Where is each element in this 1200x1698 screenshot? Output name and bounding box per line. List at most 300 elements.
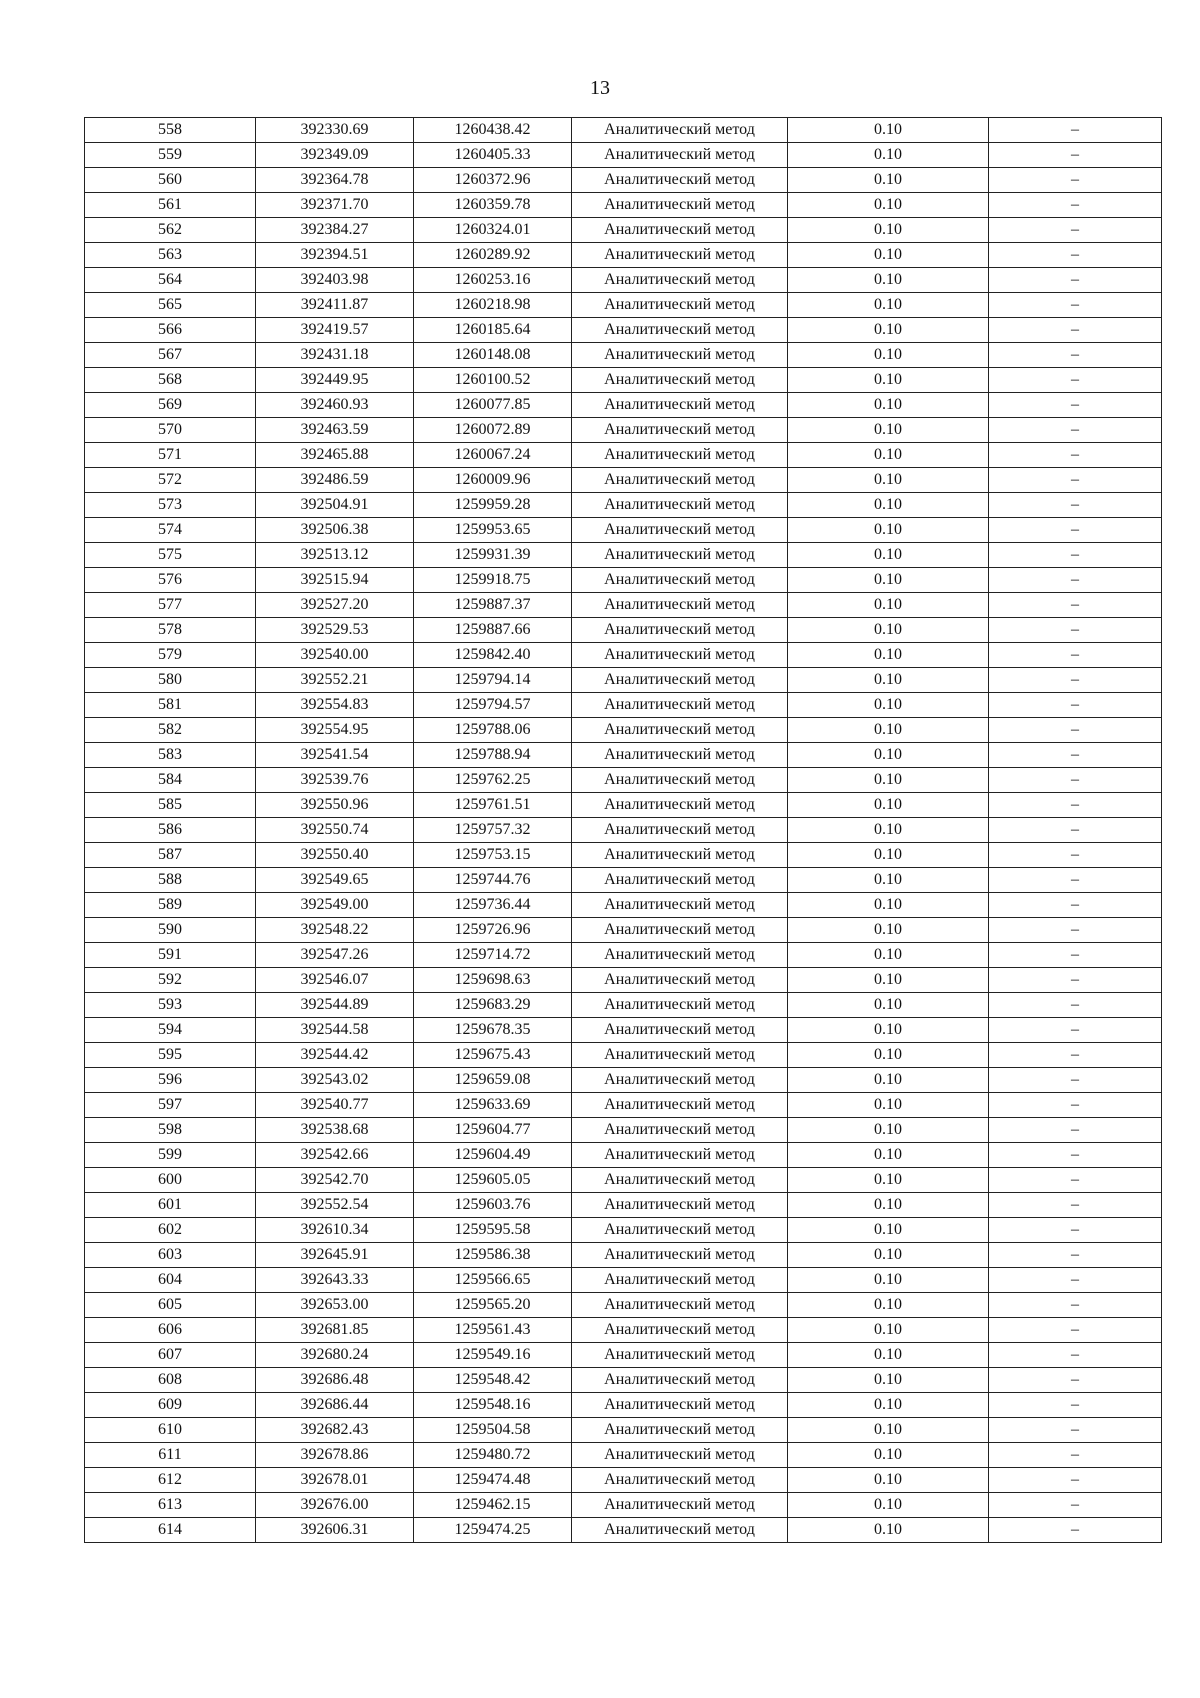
- y-coordinate-cell: 1259678.35: [414, 1018, 572, 1043]
- x-coordinate-cell: 392544.42: [256, 1043, 414, 1068]
- accuracy-cell: 0.10: [788, 118, 989, 143]
- accuracy-cell: 0.10: [788, 193, 989, 218]
- table-row: [85, 468, 1162, 493]
- y-coordinate-cell: 1260067.24: [414, 443, 572, 468]
- point-number-cell: 591: [85, 943, 256, 968]
- point-number-cell: 590: [85, 918, 256, 943]
- y-coordinate-cell: 1259595.58: [414, 1218, 572, 1243]
- note-cell: –: [989, 568, 1162, 593]
- method-cell: Аналитический метод: [572, 593, 788, 618]
- coordinates-table: [84, 117, 1162, 1543]
- method-cell: Аналитический метод: [572, 518, 788, 543]
- table-row: [85, 1243, 1162, 1268]
- accuracy-cell: 0.10: [788, 518, 989, 543]
- method-cell: Аналитический метод: [572, 1018, 788, 1043]
- note-cell: –: [989, 693, 1162, 718]
- point-number-cell: 571: [85, 443, 256, 468]
- y-coordinate-cell: 1260253.16: [414, 268, 572, 293]
- point-number-cell: 586: [85, 818, 256, 843]
- point-number-cell: 613: [85, 1493, 256, 1518]
- accuracy-cell: 0.10: [788, 443, 989, 468]
- table-row: [85, 193, 1162, 218]
- note-cell: –: [989, 1268, 1162, 1293]
- x-coordinate-cell: 392645.91: [256, 1243, 414, 1268]
- y-coordinate-cell: 1259744.76: [414, 868, 572, 893]
- point-number-cell: 581: [85, 693, 256, 718]
- y-coordinate-cell: 1259726.96: [414, 918, 572, 943]
- y-coordinate-cell: 1260359.78: [414, 193, 572, 218]
- y-coordinate-cell: 1259566.65: [414, 1268, 572, 1293]
- accuracy-cell: 0.10: [788, 618, 989, 643]
- table-row: [85, 518, 1162, 543]
- accuracy-cell: 0.10: [788, 1418, 989, 1443]
- method-cell: Аналитический метод: [572, 543, 788, 568]
- y-coordinate-cell: 1259788.94: [414, 743, 572, 768]
- point-number-cell: 601: [85, 1193, 256, 1218]
- y-coordinate-cell: 1260324.01: [414, 218, 572, 243]
- x-coordinate-cell: 392552.21: [256, 668, 414, 693]
- method-cell: Аналитический метод: [572, 718, 788, 743]
- x-coordinate-cell: 392549.65: [256, 868, 414, 893]
- note-cell: –: [989, 468, 1162, 493]
- x-coordinate-cell: 392539.76: [256, 768, 414, 793]
- x-coordinate-cell: 392554.95: [256, 718, 414, 743]
- y-coordinate-cell: 1259565.20: [414, 1293, 572, 1318]
- table-row: [85, 943, 1162, 968]
- table-row: [85, 818, 1162, 843]
- point-number-cell: 594: [85, 1018, 256, 1043]
- method-cell: Аналитический метод: [572, 493, 788, 518]
- y-coordinate-cell: 1259561.43: [414, 1318, 572, 1343]
- point-number-cell: 565: [85, 293, 256, 318]
- note-cell: –: [989, 1218, 1162, 1243]
- y-coordinate-cell: 1259757.32: [414, 818, 572, 843]
- note-cell: –: [989, 193, 1162, 218]
- table-row: [85, 1218, 1162, 1243]
- method-cell: Аналитический метод: [572, 418, 788, 443]
- table-row: [85, 718, 1162, 743]
- table-row: [85, 1343, 1162, 1368]
- accuracy-cell: 0.10: [788, 668, 989, 693]
- point-number-cell: 579: [85, 643, 256, 668]
- accuracy-cell: 0.10: [788, 793, 989, 818]
- x-coordinate-cell: 392330.69: [256, 118, 414, 143]
- point-number-cell: 578: [85, 618, 256, 643]
- method-cell: Аналитический метод: [572, 668, 788, 693]
- table-row: [85, 793, 1162, 818]
- y-coordinate-cell: 1260072.89: [414, 418, 572, 443]
- accuracy-cell: 0.10: [788, 168, 989, 193]
- table-row: [85, 118, 1162, 143]
- y-coordinate-cell: 1259788.06: [414, 718, 572, 743]
- method-cell: Аналитический метод: [572, 618, 788, 643]
- y-coordinate-cell: 1259603.76: [414, 1193, 572, 1218]
- accuracy-cell: 0.10: [788, 918, 989, 943]
- table-row: [85, 668, 1162, 693]
- x-coordinate-cell: 392349.09: [256, 143, 414, 168]
- y-coordinate-cell: 1259794.57: [414, 693, 572, 718]
- method-cell: Аналитический метод: [572, 868, 788, 893]
- note-cell: –: [989, 718, 1162, 743]
- table-row: [85, 393, 1162, 418]
- point-number-cell: 564: [85, 268, 256, 293]
- table-row: [85, 543, 1162, 568]
- x-coordinate-cell: 392364.78: [256, 168, 414, 193]
- note-cell: –: [989, 518, 1162, 543]
- x-coordinate-cell: 392678.01: [256, 1468, 414, 1493]
- note-cell: –: [989, 1343, 1162, 1368]
- y-coordinate-cell: 1260100.52: [414, 368, 572, 393]
- y-coordinate-cell: 1259605.05: [414, 1168, 572, 1193]
- table-row: [85, 293, 1162, 318]
- point-number-cell: 570: [85, 418, 256, 443]
- table-row: [85, 218, 1162, 243]
- x-coordinate-cell: 392419.57: [256, 318, 414, 343]
- point-number-cell: 609: [85, 1393, 256, 1418]
- method-cell: Аналитический метод: [572, 318, 788, 343]
- note-cell: –: [989, 418, 1162, 443]
- point-number-cell: 595: [85, 1043, 256, 1068]
- x-coordinate-cell: 392527.20: [256, 593, 414, 618]
- point-number-cell: 612: [85, 1468, 256, 1493]
- y-coordinate-cell: 1259953.65: [414, 518, 572, 543]
- method-cell: Аналитический метод: [572, 368, 788, 393]
- y-coordinate-cell: 1260405.33: [414, 143, 572, 168]
- note-cell: –: [989, 1068, 1162, 1093]
- note-cell: –: [989, 1243, 1162, 1268]
- table-row: [85, 1418, 1162, 1443]
- note-cell: –: [989, 243, 1162, 268]
- table-row: [85, 168, 1162, 193]
- x-coordinate-cell: 392678.86: [256, 1443, 414, 1468]
- note-cell: –: [989, 1293, 1162, 1318]
- note-cell: –: [989, 168, 1162, 193]
- point-number-cell: 566: [85, 318, 256, 343]
- accuracy-cell: 0.10: [788, 393, 989, 418]
- y-coordinate-cell: 1259549.16: [414, 1343, 572, 1368]
- table-row: [85, 1018, 1162, 1043]
- note-cell: –: [989, 543, 1162, 568]
- page-number: 13: [590, 77, 610, 99]
- accuracy-cell: 0.10: [788, 1143, 989, 1168]
- method-cell: Аналитический метод: [572, 643, 788, 668]
- method-cell: Аналитический метод: [572, 393, 788, 418]
- accuracy-cell: 0.10: [788, 893, 989, 918]
- method-cell: Аналитический метод: [572, 1393, 788, 1418]
- table-row: [85, 1068, 1162, 1093]
- point-number-cell: 607: [85, 1343, 256, 1368]
- accuracy-cell: 0.10: [788, 843, 989, 868]
- point-number-cell: 587: [85, 843, 256, 868]
- point-number-cell: 573: [85, 493, 256, 518]
- x-coordinate-cell: 392538.68: [256, 1118, 414, 1143]
- point-number-cell: 610: [85, 1418, 256, 1443]
- y-coordinate-cell: 1260438.42: [414, 118, 572, 143]
- note-cell: –: [989, 1093, 1162, 1118]
- method-cell: Аналитический метод: [572, 168, 788, 193]
- note-cell: –: [989, 793, 1162, 818]
- point-number-cell: 563: [85, 243, 256, 268]
- note-cell: –: [989, 993, 1162, 1018]
- table-row: [85, 843, 1162, 868]
- coordinates-table-body: [85, 118, 1162, 1543]
- point-number-cell: 603: [85, 1243, 256, 1268]
- x-coordinate-cell: 392529.53: [256, 618, 414, 643]
- accuracy-cell: 0.10: [788, 693, 989, 718]
- accuracy-cell: 0.10: [788, 1518, 989, 1543]
- y-coordinate-cell: 1259604.77: [414, 1118, 572, 1143]
- table-row: [85, 868, 1162, 893]
- x-coordinate-cell: 392544.58: [256, 1018, 414, 1043]
- note-cell: –: [989, 143, 1162, 168]
- point-number-cell: 574: [85, 518, 256, 543]
- x-coordinate-cell: 392513.12: [256, 543, 414, 568]
- note-cell: –: [989, 1018, 1162, 1043]
- accuracy-cell: 0.10: [788, 593, 989, 618]
- note-cell: –: [989, 593, 1162, 618]
- method-cell: Аналитический метод: [572, 1143, 788, 1168]
- accuracy-cell: 0.10: [788, 968, 989, 993]
- point-number-cell: 558: [85, 118, 256, 143]
- point-number-cell: 608: [85, 1368, 256, 1393]
- table-row: [85, 1493, 1162, 1518]
- x-coordinate-cell: 392542.66: [256, 1143, 414, 1168]
- note-cell: –: [989, 1393, 1162, 1418]
- table-row: [85, 1143, 1162, 1168]
- x-coordinate-cell: 392550.74: [256, 818, 414, 843]
- accuracy-cell: 0.10: [788, 1343, 989, 1368]
- x-coordinate-cell: 392682.43: [256, 1418, 414, 1443]
- x-coordinate-cell: 392431.18: [256, 343, 414, 368]
- point-number-cell: 589: [85, 893, 256, 918]
- x-coordinate-cell: 392486.59: [256, 468, 414, 493]
- x-coordinate-cell: 392552.54: [256, 1193, 414, 1218]
- x-coordinate-cell: 392643.33: [256, 1268, 414, 1293]
- note-cell: –: [989, 1143, 1162, 1168]
- method-cell: Аналитический метод: [572, 693, 788, 718]
- table-row: [85, 343, 1162, 368]
- table-row: [85, 693, 1162, 718]
- method-cell: Аналитический метод: [572, 1093, 788, 1118]
- method-cell: Аналитический метод: [572, 968, 788, 993]
- method-cell: Аналитический метод: [572, 993, 788, 1018]
- y-coordinate-cell: 1259675.43: [414, 1043, 572, 1068]
- x-coordinate-cell: 392371.70: [256, 193, 414, 218]
- note-cell: –: [989, 618, 1162, 643]
- method-cell: Аналитический метод: [572, 1118, 788, 1143]
- method-cell: Аналитический метод: [572, 268, 788, 293]
- y-coordinate-cell: 1259887.66: [414, 618, 572, 643]
- method-cell: Аналитический метод: [572, 143, 788, 168]
- x-coordinate-cell: 392547.26: [256, 943, 414, 968]
- table-row: [85, 268, 1162, 293]
- note-cell: –: [989, 843, 1162, 868]
- accuracy-cell: 0.10: [788, 468, 989, 493]
- table-row: [85, 618, 1162, 643]
- table-row: [85, 1193, 1162, 1218]
- accuracy-cell: 0.10: [788, 643, 989, 668]
- y-coordinate-cell: 1259842.40: [414, 643, 572, 668]
- table-row: [85, 143, 1162, 168]
- table-row: [85, 893, 1162, 918]
- table-row: [85, 768, 1162, 793]
- table-row: [85, 593, 1162, 618]
- x-coordinate-cell: 392460.93: [256, 393, 414, 418]
- note-cell: –: [989, 743, 1162, 768]
- accuracy-cell: 0.10: [788, 343, 989, 368]
- note-cell: –: [989, 368, 1162, 393]
- y-coordinate-cell: 1260148.08: [414, 343, 572, 368]
- point-number-cell: 593: [85, 993, 256, 1018]
- x-coordinate-cell: 392384.27: [256, 218, 414, 243]
- y-coordinate-cell: 1259931.39: [414, 543, 572, 568]
- note-cell: –: [989, 918, 1162, 943]
- accuracy-cell: 0.10: [788, 1068, 989, 1093]
- accuracy-cell: 0.10: [788, 1018, 989, 1043]
- point-number-cell: 562: [85, 218, 256, 243]
- x-coordinate-cell: 392465.88: [256, 443, 414, 468]
- accuracy-cell: 0.10: [788, 1368, 989, 1393]
- y-coordinate-cell: 1260009.96: [414, 468, 572, 493]
- accuracy-cell: 0.10: [788, 268, 989, 293]
- y-coordinate-cell: 1259714.72: [414, 943, 572, 968]
- y-coordinate-cell: 1260218.98: [414, 293, 572, 318]
- x-coordinate-cell: 392394.51: [256, 243, 414, 268]
- accuracy-cell: 0.10: [788, 818, 989, 843]
- note-cell: –: [989, 1368, 1162, 1393]
- point-number-cell: 598: [85, 1118, 256, 1143]
- method-cell: Аналитический метод: [572, 743, 788, 768]
- y-coordinate-cell: 1259918.75: [414, 568, 572, 593]
- table-row: [85, 1468, 1162, 1493]
- method-cell: Аналитический метод: [572, 1043, 788, 1068]
- accuracy-cell: 0.10: [788, 368, 989, 393]
- accuracy-cell: 0.10: [788, 1268, 989, 1293]
- y-coordinate-cell: 1259887.37: [414, 593, 572, 618]
- x-coordinate-cell: 392411.87: [256, 293, 414, 318]
- accuracy-cell: 0.10: [788, 1093, 989, 1118]
- y-coordinate-cell: 1260372.96: [414, 168, 572, 193]
- table-row: [85, 418, 1162, 443]
- point-number-cell: 560: [85, 168, 256, 193]
- table-row: [85, 368, 1162, 393]
- point-number-cell: 600: [85, 1168, 256, 1193]
- note-cell: –: [989, 1118, 1162, 1143]
- accuracy-cell: 0.10: [788, 743, 989, 768]
- note-cell: –: [989, 668, 1162, 693]
- point-number-cell: 568: [85, 368, 256, 393]
- y-coordinate-cell: 1259761.51: [414, 793, 572, 818]
- point-number-cell: 614: [85, 1518, 256, 1543]
- accuracy-cell: 0.10: [788, 718, 989, 743]
- note-cell: –: [989, 1468, 1162, 1493]
- point-number-cell: 605: [85, 1293, 256, 1318]
- y-coordinate-cell: 1260077.85: [414, 393, 572, 418]
- x-coordinate-cell: 392680.24: [256, 1343, 414, 1368]
- y-coordinate-cell: 1259504.58: [414, 1418, 572, 1443]
- x-coordinate-cell: 392541.54: [256, 743, 414, 768]
- method-cell: Аналитический метод: [572, 118, 788, 143]
- accuracy-cell: 0.10: [788, 143, 989, 168]
- table-row: [85, 918, 1162, 943]
- y-coordinate-cell: 1259604.49: [414, 1143, 572, 1168]
- note-cell: –: [989, 1493, 1162, 1518]
- accuracy-cell: 0.10: [788, 1493, 989, 1518]
- table-row: [85, 1393, 1162, 1418]
- method-cell: Аналитический метод: [572, 1368, 788, 1393]
- y-coordinate-cell: 1259659.08: [414, 1068, 572, 1093]
- table-row: [85, 743, 1162, 768]
- table-row: [85, 1518, 1162, 1543]
- note-cell: –: [989, 1318, 1162, 1343]
- y-coordinate-cell: 1259698.63: [414, 968, 572, 993]
- accuracy-cell: 0.10: [788, 1318, 989, 1343]
- method-cell: Аналитический метод: [572, 1268, 788, 1293]
- method-cell: Аналитический метод: [572, 1418, 788, 1443]
- note-cell: –: [989, 968, 1162, 993]
- point-number-cell: 559: [85, 143, 256, 168]
- x-coordinate-cell: 392548.22: [256, 918, 414, 943]
- note-cell: –: [989, 1443, 1162, 1468]
- accuracy-cell: 0.10: [788, 218, 989, 243]
- accuracy-cell: 0.10: [788, 1168, 989, 1193]
- x-coordinate-cell: 392506.38: [256, 518, 414, 543]
- y-coordinate-cell: 1259474.25: [414, 1518, 572, 1543]
- point-number-cell: 597: [85, 1093, 256, 1118]
- method-cell: Аналитический метод: [572, 443, 788, 468]
- point-number-cell: 561: [85, 193, 256, 218]
- method-cell: Аналитический метод: [572, 1243, 788, 1268]
- method-cell: Аналитический метод: [572, 343, 788, 368]
- table-row: [85, 1368, 1162, 1393]
- note-cell: –: [989, 868, 1162, 893]
- accuracy-cell: 0.10: [788, 1243, 989, 1268]
- x-coordinate-cell: 392550.40: [256, 843, 414, 868]
- x-coordinate-cell: 392540.00: [256, 643, 414, 668]
- table-row: [85, 243, 1162, 268]
- table-row: [85, 1443, 1162, 1468]
- accuracy-cell: 0.10: [788, 1218, 989, 1243]
- note-cell: –: [989, 768, 1162, 793]
- point-number-cell: 575: [85, 543, 256, 568]
- method-cell: Аналитический метод: [572, 1343, 788, 1368]
- accuracy-cell: 0.10: [788, 768, 989, 793]
- method-cell: Аналитический метод: [572, 1518, 788, 1543]
- point-number-cell: 588: [85, 868, 256, 893]
- y-coordinate-cell: 1259762.25: [414, 768, 572, 793]
- y-coordinate-cell: 1259548.16: [414, 1393, 572, 1418]
- note-cell: –: [989, 1418, 1162, 1443]
- y-coordinate-cell: 1260289.92: [414, 243, 572, 268]
- point-number-cell: 572: [85, 468, 256, 493]
- x-coordinate-cell: 392543.02: [256, 1068, 414, 1093]
- table-row: [85, 968, 1162, 993]
- accuracy-cell: 0.10: [788, 943, 989, 968]
- point-number-cell: 580: [85, 668, 256, 693]
- x-coordinate-cell: 392544.89: [256, 993, 414, 1018]
- y-coordinate-cell: 1259794.14: [414, 668, 572, 693]
- accuracy-cell: 0.10: [788, 1043, 989, 1068]
- method-cell: Аналитический метод: [572, 1468, 788, 1493]
- method-cell: Аналитический метод: [572, 843, 788, 868]
- note-cell: –: [989, 1168, 1162, 1193]
- point-number-cell: 576: [85, 568, 256, 593]
- table-row: [85, 443, 1162, 468]
- x-coordinate-cell: 392515.94: [256, 568, 414, 593]
- x-coordinate-cell: 392463.59: [256, 418, 414, 443]
- point-number-cell: 582: [85, 718, 256, 743]
- table-row: [85, 1268, 1162, 1293]
